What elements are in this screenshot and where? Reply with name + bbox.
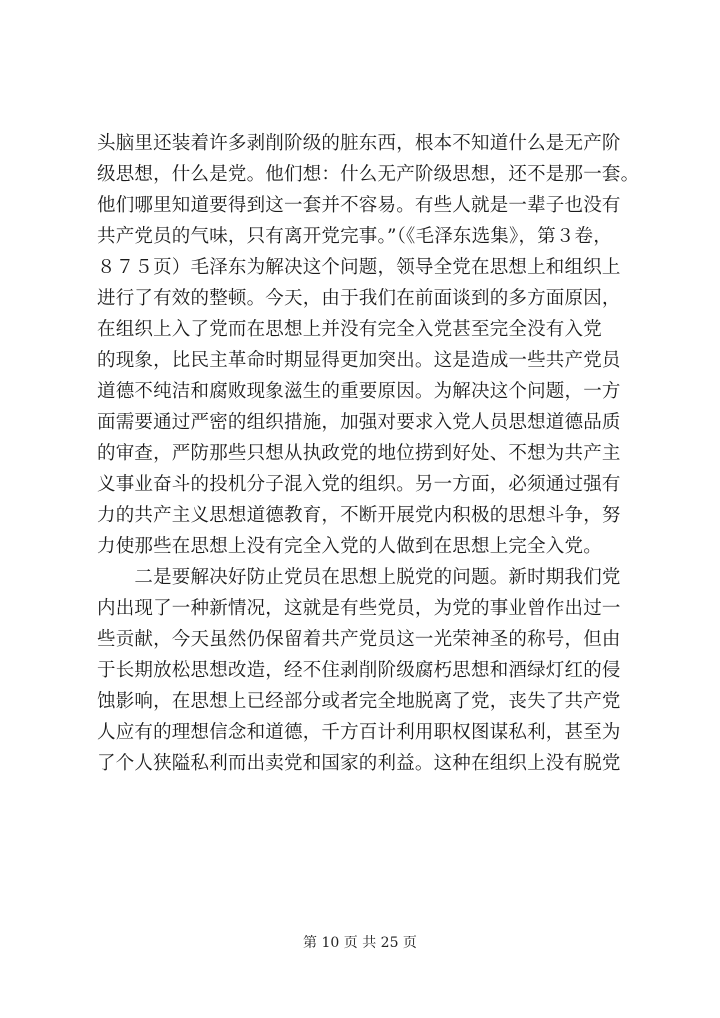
text-line: 在组织上入了党而在思想上并没有完全入党甚至完全没有入党	[97, 319, 602, 340]
text-line: 道德不纯洁和腐败现象滋生的重要原因。为解决这个问题，一方	[97, 381, 621, 402]
text-line: 进行了有效的整顿。今天，由于我们在前面谈到的多方面原因，	[97, 288, 621, 309]
text-line: 力使那些在思想上没有完全入党的人做到在思想上完全入党。	[97, 536, 602, 557]
text-line: 于长期放松思想改造，经不住剥削阶级腐朽思想和酒绿灯红的侵	[97, 660, 621, 681]
paragraph-start-line: 二是要解决好防止党员在思想上脱党的问题。新时期我们党	[97, 567, 621, 588]
text-line: 他们哪里知道要得到这一套并不容易。有些人就是一辈子也没有	[97, 195, 621, 216]
text-line: 的审查，严防那些只想从执政党的地位捞到好处、不想为共产主	[97, 443, 621, 464]
text-line: 人应有的理想信念和道德，千方百计利用职权图谋私利，甚至为	[97, 722, 621, 743]
text-line: 内出现了一种新情况，这就是有些党员，为党的事业曾作出过一	[97, 598, 621, 619]
body-text	[97, 128, 640, 779]
text-line: 力的共产主义思想道德教育，不断开展党内积极的思想斗争，努	[97, 505, 621, 526]
text-line: 共产党员的气味，只有离开党完事。”（《毛泽东选集》，第３卷，	[97, 226, 612, 247]
text-line: 些贡献，今天虽然仍保留着共产党员这一光荣神圣的称号，但由	[97, 629, 621, 650]
text-line: 了个人狭隘私利而出卖党和国家的利益。这种在组织上没有脱党	[97, 753, 621, 774]
text-line: 面需要通过严密的组织措施，加强对要求入党人员思想道德品质	[97, 412, 621, 433]
text-line: 蚀影响，在思想上已经部分或者完全地脱离了党，丧失了共产党	[97, 691, 621, 712]
text-line: ８７５页）毛泽东为解决这个问题，领导全党在思想上和组织上	[97, 257, 621, 278]
text-line: 级思想，什么是党。他们想：什么无产阶级思想，还不是那一套。	[97, 164, 640, 185]
text-line: 头脑里还装着许多剥削阶级的脏东西，根本不知道什么是无产阶	[97, 133, 621, 154]
page-number-footer: 第 10 页 共 25 页	[303, 935, 417, 951]
text-line: 义事业奋斗的投机分子混入党的组织。另一方面，必须通过强有	[97, 474, 621, 495]
text-line: 的现象，比民主革命时期显得更加突出。这是造成一些共产党员	[97, 350, 621, 371]
